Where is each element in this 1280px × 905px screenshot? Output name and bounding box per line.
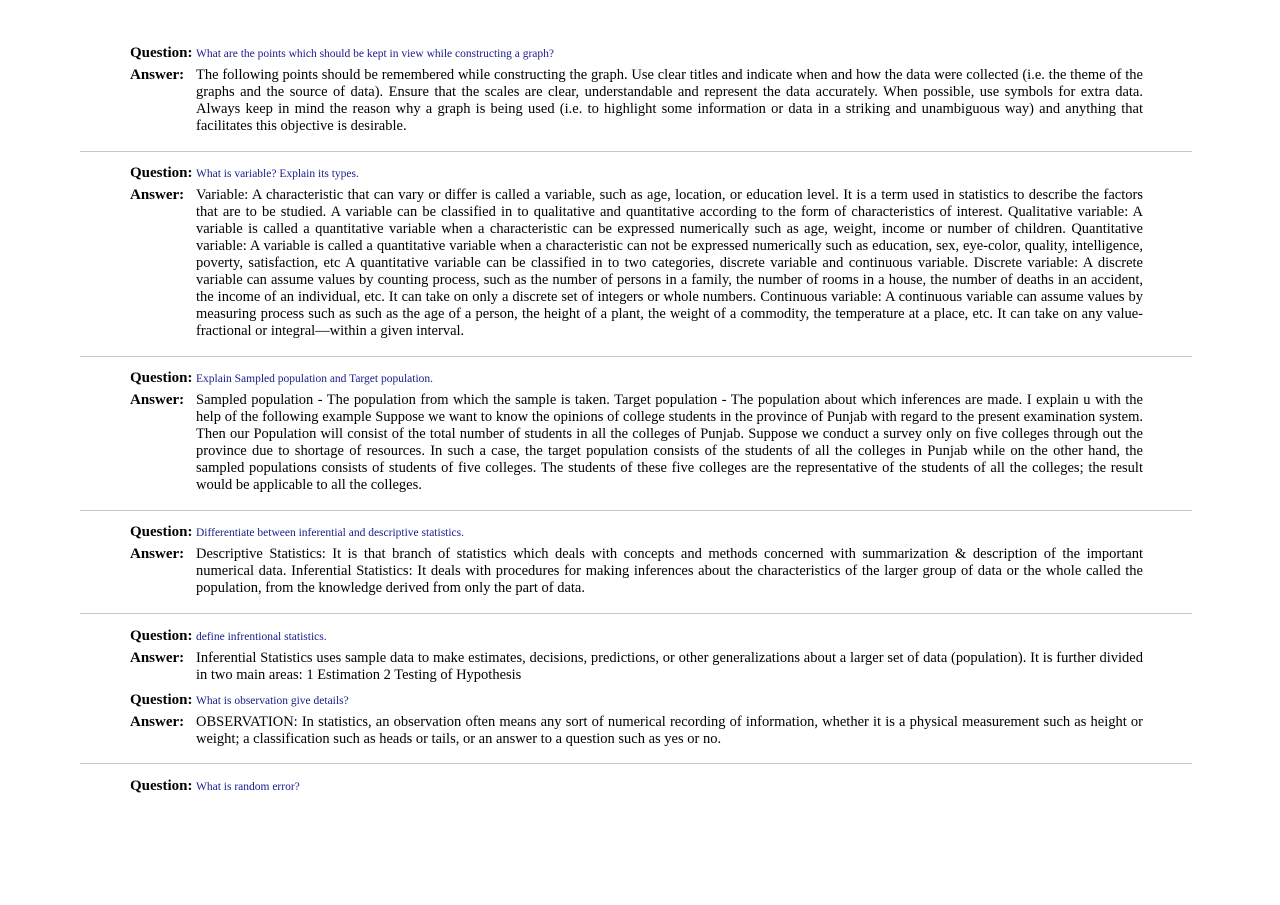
answer-row [130,650,1143,684]
answer-text: Inferential Statistics uses sample data to make estimates, decisions, predictions, or other generalizations about a larger set of data (population). It is further divided in two main areas: 1 Estimation 2 Testing of Hypothesis [196,650,1143,683]
question-text: What is observation give details? [196,695,349,707]
answer-row [130,392,1143,494]
answer-label: Answer: [130,187,185,203]
question-text: define infrentional statistics. [196,631,327,643]
divider [80,151,1192,152]
answer-label: Answer: [130,650,185,666]
answer-text: OBSERVATION: In statistics, an observation often means any sort of numerical recording of information, whether it is a physical measurement such as height or weight; a classification such as heads or tails, or an answer to a question such as yes or no. [196,714,1143,747]
question-text: What are the points which should be kept in view while constructing a graph? [196,48,554,60]
question-row [130,524,1143,542]
question-row [130,628,1143,646]
answer-label: Answer: [130,714,185,730]
question-label: Question: [130,692,193,708]
answer-label: Answer: [130,392,185,408]
answer-row [130,714,1143,748]
answer-label: Answer: [130,67,185,83]
divider [80,613,1192,614]
question-text: What is variable? Explain its types. [196,168,359,180]
answer-text: Sampled population - The population from which the sample is taken. Target population - The population about which inferences are made. I explain u with the help of the following example Suppose we want to know the opinions of college students in the province of Punjab with regard to the present examination system. Then our Population will consist of the total number of students in all the colleges of Punjab. Suppose we conduct a survey only on five colleges through out the province due to shortage of resources. In such a case, the target population consists of the students of all the colleges in Punjab while on the other hand, the sampled populations consists of students of five colleges. The students of these five colleges are the representative of the students of all the colleges; the result would be applicable to all the colleges. [196,392,1143,493]
answer-label: Answer: [130,546,185,562]
question-label: Question: [130,778,193,794]
answer-row [130,546,1143,597]
question-row [130,692,1143,710]
answer-text: Descriptive Statistics: It is that branch of statistics which deals with concepts and methods concerned with summarization & description of the important numerical data. Inferential Statistics: It deals with procedures for making inferences about the characteristics of the larger group of data or the whole called the population, from the knowledge derived from only the part of data. [196,546,1143,596]
question-row [130,165,1143,183]
question-text: Differentiate between inferential and descriptive statistics. [196,527,465,539]
question-label: Question: [130,370,193,386]
answer-row [130,187,1143,340]
question-label: Question: [130,628,193,644]
question-text: Explain Sampled population and Target population. [196,373,434,385]
answer-text: Variable: A characteristic that can vary or differ is called a variable, such as age, location, or education level. It is a term used in statistics to describe the factors that are to be studied. A variable can be classified in to qualitative and quantitative according to the form of characteristics of interest. Qualitative variable: A variable is called a quantitative variable when a characteristic can be expressed numerically such as age, weight, income or number of children. Quantitative variable: A variable is called a quantitative variable when a characteristic can not be expressed numerically such as education, sex, eye-color, quality, intelligence, poverty, satisfaction, etc A quantitative variable can be classified in to two categories, discrete variable and continuous variable. Discrete variable: A discrete variable can assume values by counting process, such as the number of persons in a family, the number of rooms in a house, the number of deaths in an accident, the income of an individual, etc. It can take on only a discrete set of integers or whole numbers. Continuous variable: A continuous variable can assume values by measuring process such as such as the age of a person, the height of a plant, the weight of a commodity, the temperature at a place, etc. It can take on any value-fractional or integral—within a given interval. [196,187,1143,339]
question-row [130,370,1143,388]
question-row [130,45,1143,63]
question-label: Question: [130,524,193,540]
divider [80,356,1192,357]
question-text: What is random error? [196,781,300,793]
answer-row [130,67,1143,135]
answer-text: The following points should be remembered while constructing the graph. Use clear titles and indicate when and how the data were collected (i.e. the theme of the graphs and the source of data). Ensure that the scales are clear, understandable and represent the data accurately. When possible, use symbols for extra data. Always keep in mind the reason why a graph is being used (i.e. to highlight some information or data in a striking and unambiguous way) and anything that facilitates this objective is desirable. [196,67,1143,134]
divider [80,763,1192,764]
question-label: Question: [130,165,193,181]
question-label: Question: [130,45,193,61]
question-row [130,778,1143,796]
divider [80,510,1192,511]
